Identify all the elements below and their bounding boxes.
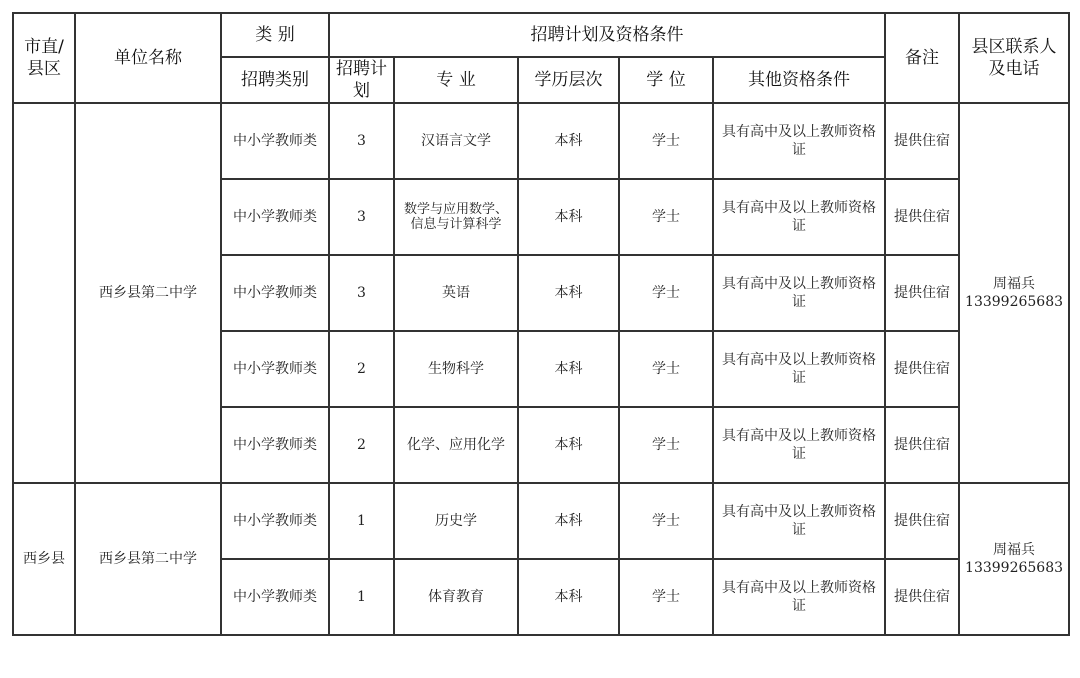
header-plan-conditions: 招聘计划及资格条件 — [329, 13, 885, 57]
recruit-plan-cell: 3 — [329, 103, 394, 179]
degree-cell: 学士 — [619, 559, 713, 635]
region-cell: 西乡县 — [13, 483, 75, 635]
other-conditions-cell: 具有高中及以上教师资格证 — [713, 559, 885, 635]
header-remark: 备注 — [885, 13, 959, 103]
unit-name-cell: 西乡县第二中学 — [75, 103, 221, 483]
education-cell: 本科 — [518, 483, 619, 559]
header-category: 类 别 — [221, 13, 329, 57]
other-conditions-cell: 具有高中及以上教师资格证 — [713, 179, 885, 255]
contact-name: 周福兵 — [993, 542, 1036, 558]
remark-cell: 提供住宿 — [885, 103, 959, 179]
degree-cell: 学士 — [619, 255, 713, 331]
education-cell: 本科 — [518, 331, 619, 407]
major-cell: 英语 — [394, 255, 518, 331]
other-conditions-cell: 具有高中及以上教师资格证 — [713, 483, 885, 559]
header-unit-name: 单位名称 — [75, 13, 221, 103]
header-region: 市直/县区 — [13, 13, 75, 103]
contact-cell — [959, 483, 1069, 635]
recruit-type-cell: 中小学教师类 — [221, 559, 329, 635]
degree-cell: 学士 — [619, 179, 713, 255]
header-recruit-plan: 招聘计划 — [329, 57, 394, 103]
header-degree: 学 位 — [619, 57, 713, 103]
major-cell: 体育教育 — [394, 559, 518, 635]
education-cell: 本科 — [518, 103, 619, 179]
recruit-type-cell: 中小学教师类 — [221, 407, 329, 483]
remark-cell: 提供住宿 — [885, 179, 959, 255]
major-cell: 汉语言文学 — [394, 103, 518, 179]
degree-cell: 学士 — [619, 103, 713, 179]
recruit-plan-cell: 3 — [329, 179, 394, 255]
contact-phone: 13399265683 — [965, 294, 1064, 310]
recruit-type-cell: 中小学教师类 — [221, 103, 329, 179]
recruit-plan-cell: 1 — [329, 483, 394, 559]
remark-cell: 提供住宿 — [885, 559, 959, 635]
degree-cell: 学士 — [619, 483, 713, 559]
header-other-conditions: 其他资格条件 — [713, 57, 885, 103]
remark-cell: 提供住宿 — [885, 407, 959, 483]
contact-phone: 13399265683 — [965, 560, 1064, 576]
contact-cell — [959, 103, 1069, 483]
other-conditions-cell: 具有高中及以上教师资格证 — [713, 407, 885, 483]
recruit-plan-cell: 2 — [329, 407, 394, 483]
other-conditions-cell: 具有高中及以上教师资格证 — [713, 331, 885, 407]
recruitment-table — [12, 12, 1070, 636]
header-contact: 县区联系人及电话 — [959, 13, 1069, 103]
other-conditions-cell: 具有高中及以上教师资格证 — [713, 255, 885, 331]
degree-cell: 学士 — [619, 331, 713, 407]
recruit-plan-cell: 1 — [329, 559, 394, 635]
education-cell: 本科 — [518, 407, 619, 483]
recruit-type-cell: 中小学教师类 — [221, 255, 329, 331]
education-cell: 本科 — [518, 559, 619, 635]
major-cell: 数学与应用数学、信息与计算科学 — [394, 179, 518, 255]
header-recruit-type: 招聘类别 — [221, 57, 329, 103]
table-row — [13, 483, 1069, 559]
recruit-type-cell: 中小学教师类 — [221, 179, 329, 255]
contact-name: 周福兵 — [993, 276, 1036, 292]
degree-cell: 学士 — [619, 407, 713, 483]
education-cell: 本科 — [518, 255, 619, 331]
recruit-type-cell: 中小学教师类 — [221, 331, 329, 407]
header-major: 专 业 — [394, 57, 518, 103]
education-cell: 本科 — [518, 179, 619, 255]
major-cell: 化学、应用化学 — [394, 407, 518, 483]
other-conditions-cell: 具有高中及以上教师资格证 — [713, 103, 885, 179]
recruit-type-cell: 中小学教师类 — [221, 483, 329, 559]
recruit-plan-cell: 3 — [329, 255, 394, 331]
major-cell: 历史学 — [394, 483, 518, 559]
header-education: 学历层次 — [518, 57, 619, 103]
unit-name-cell: 西乡县第二中学 — [75, 483, 221, 635]
remark-cell: 提供住宿 — [885, 483, 959, 559]
major-cell: 生物科学 — [394, 331, 518, 407]
recruit-plan-cell: 2 — [329, 331, 394, 407]
remark-cell: 提供住宿 — [885, 255, 959, 331]
table-row — [13, 103, 1069, 179]
region-cell — [13, 103, 75, 483]
remark-cell: 提供住宿 — [885, 331, 959, 407]
